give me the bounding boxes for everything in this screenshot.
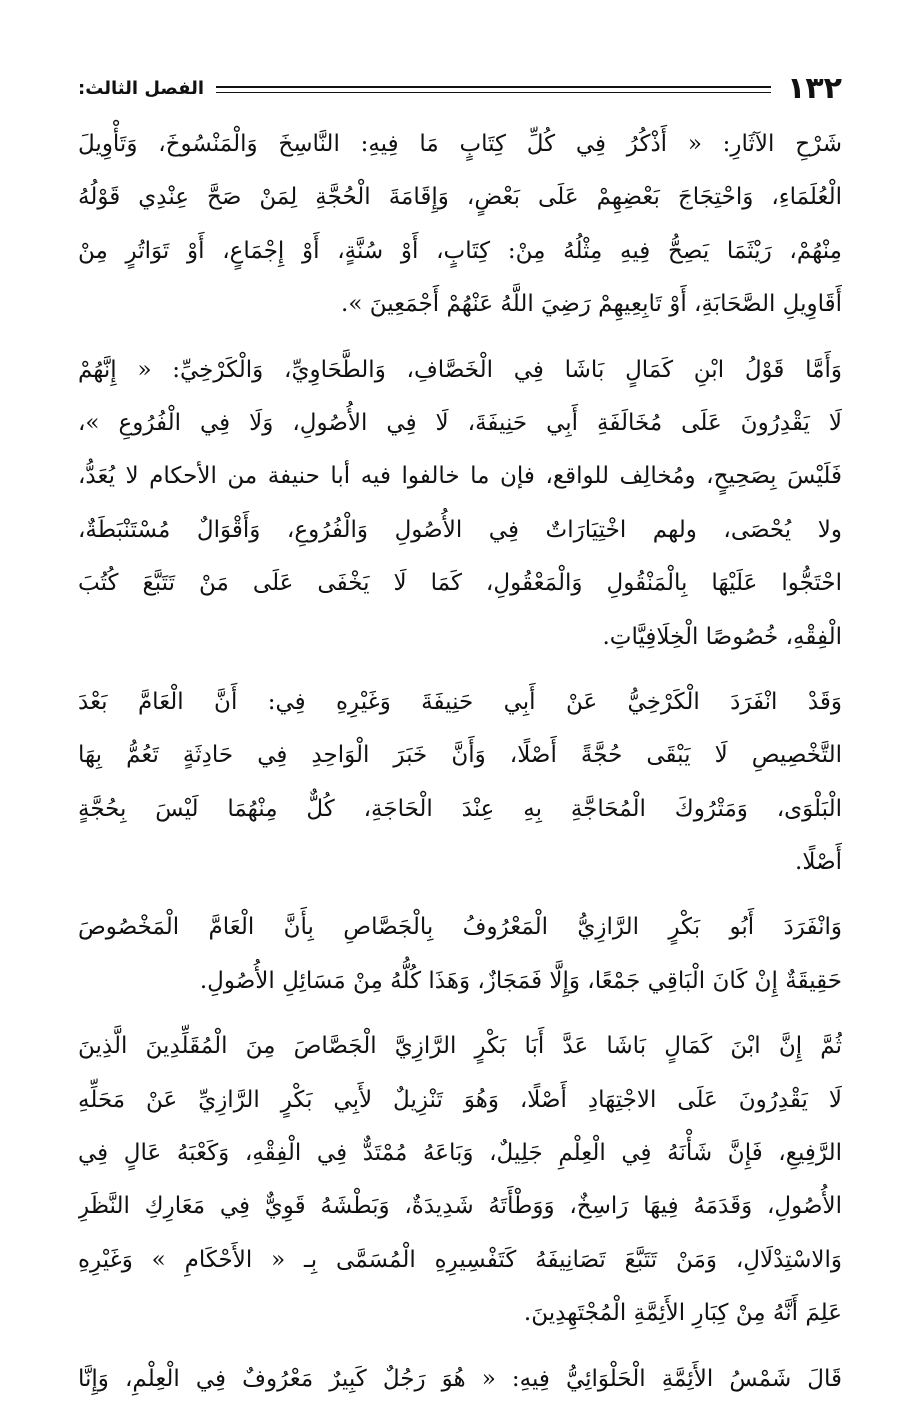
- text-line: احْتَجُّوا عَلَيْهَا بِالْمَنْقُولِ وَالْمَعْقُولِ، كَمَا لَا يَخْفَى عَلَى مَنْ تَتَبَّعَ كُتُبَ: [78, 570, 842, 597]
- body-text: [78, 118, 842, 1418]
- text-line: لَا يَقْدِرُونَ عَلَى الاجْتِهَادِ أَصْلًا، وَهُوَ تَنْزِيلٌ لأَبِي بَكْرٍ الرَّازِيِّ عَنْ مَحَلِّهِ: [78, 1086, 842, 1113]
- text-line: ولا يُحْصَى، ولهم اخْتِيَارَاتٌ فِي الأُصُولِ وَالْفُرُوعِ، وَأَقْوَالٌ مُسْتَنْبَطَةٌ،: [78, 516, 842, 543]
- text-line: قَالَ شَمْسُ الأَئِمَّةِ الْحَلْوَائِيُّ فِيهِ: « هُوَ رَجُلٌ كَبِيرٌ مَعْرُوفٌ فِي الْعِلْمِ، وَإِنَّا: [78, 1365, 842, 1392]
- text-line: وَانْفَرَدَ أَبُو بَكْرٍ الرَّازِيُّ الْمَعْرُوفُ بِالْجَصَّاصِ بِأَنَّ الْعَامَّ الْمَخْصُوصَ: [78, 914, 842, 941]
- header-rule: [216, 86, 771, 93]
- paragraph-3: [78, 676, 842, 890]
- text-line: مِنْهُمْ، رَيْثَمَا يَصِحُّ فِيهِ مِثْلُهُ مِنْ: كِتَابٍ، أَوْ سُنَّةٍ، أَوْ إِجْمَاعٍ، أَوْ تَوَاتُرٍ مِنْ: [78, 237, 842, 264]
- text-line: أَقَاوِيلِ الصَّحَابَةِ، أَوْ تَابِعِيهِمْ رَضِيَ اللَّهُ عَنْهُمْ أَجْمَعِينَ ».: [341, 291, 842, 318]
- text-line: الرَّفِيعِ، فَإِنَّ شَأْنَهُ فِي الْعِلْمِ جَلِيلٌ، وَبَاعَهُ مُمْتَدٌّ فِي الْفِقْهِ، وَكَعْبَهُ عَالٍ فِي: [78, 1140, 842, 1167]
- text-line: وَقَدْ انْفَرَدَ الْكَرْخِيُّ عَنْ أَبِي حَنِيفَةَ وَغَيْرِهِ فِي: أَنَّ الْعَامَّ بَعْدَ: [78, 688, 842, 715]
- text-line: الأُصُولِ، وَقَدَمَهُ فِيهَا رَاسِخٌ، وَوَطْأَتَهُ شَدِيدَةٌ، وَبَطْشَهُ قَوِيٌّ فِي مَعَارِكِ النَّظَرِ: [78, 1193, 842, 1220]
- chapter-title: الفصل الثالث:: [78, 78, 204, 99]
- running-header: [78, 72, 842, 106]
- text-line: ثُمَّ إِنَّ ابْنَ كَمَالٍ بَاشَا عَدَّ أَبَا بَكْرٍ الرَّازِيَّ الْجَصَّاصَ مِنَ الْمُقَلِّدِينَ الَّذِينَ: [78, 1033, 842, 1060]
- text-line: الْبَلْوَى، وَمَتْرُوكَ الْمُحَاجَّةِ بِهِ عِنْدَ الْحَاجَةِ، كُلٌّ مِنْهُمَا لَيْسَ بِحُجَّةٍ: [78, 795, 842, 822]
- paragraph-4: [78, 901, 842, 1008]
- text-line: الْفِقْهِ، خُصُوصًا الْخِلَافِيَّاتِ.: [602, 623, 842, 650]
- text-line: عَلِمَ أَنَّهُ مِنْ كِبَارِ الأَئِمَّةِ الْمُجْتَهِدِينَ.: [523, 1300, 842, 1327]
- text-line: أَصْلًا.: [795, 849, 842, 876]
- paragraph-2: [78, 344, 842, 664]
- page-number: ١٣٢: [787, 71, 842, 106]
- text-line: الْعُلَمَاءِ، وَاحْتِجَاجَ بَعْضِهِمْ عَلَى بَعْضٍ، وَإِقَامَةَ الْحُجَّةِ لِمَنْ صَحَّ عِنْدِي قَوْلُهُ: [78, 184, 842, 211]
- text-line: وَالاسْتِدْلَالِ، وَمَنْ تَتَبَّعَ تَصَانِيفَهُ كَتَفْسِيرِهِ الْمُسَمَّى بِـ « الأَحْكَامِ » وَغَيْرِهِ: [78, 1246, 842, 1273]
- text-line: لَا يَقْدِرُونَ عَلَى مُخَالَفَةِ أَبِي حَنِيفَةَ، لَا فِي الأُصُولِ، وَلَا فِي الْفُرُوعِ »،: [78, 409, 842, 436]
- text-line: وَأَمَّا قَوْلُ ابْنِ كَمَالٍ بَاشَا فِي الْخَصَّافِ، وَالطَّحَاوِيِّ، وَالْكَرْخِيِّ: « إِنَّهُمْ: [78, 356, 842, 383]
- paragraph-1: [78, 118, 842, 332]
- text-line: شَرْحِ الآثَارِ: « أَذْكُرُ فِي كُلِّ كِتَابٍ مَا فِيهِ: النَّاسِخَ وَالْمَنْسُوخَ، وَتَأْوِيلَ: [78, 131, 842, 157]
- paragraph-6: [78, 1353, 842, 1406]
- text-line: فَلَيْسَ بِصَحِيحٍ، ومُخالِف للواقع، فإن ما خالفوا فيه أبا حنيفة من الأحكام لا يُعَدُّ،: [78, 463, 842, 490]
- text-line: التَّخْصِيصِ لَا يَبْقَى حُجَّةً أَصْلًا، وَأَنَّ خَبَرَ الْوَاحِدِ فِي حَادِثَةٍ تَعُمُّ بِهَا: [78, 742, 842, 769]
- paragraph-5: [78, 1020, 842, 1340]
- text-line: حَقِيقَةٌ إِنْ كَانَ الْبَاقِي جَمْعًا، وَإِلَّا فَمَجَازٌ، وَهَذَا كُلُّهُ مِنْ مَسَائِلِ الأُصُولِ.: [199, 967, 842, 994]
